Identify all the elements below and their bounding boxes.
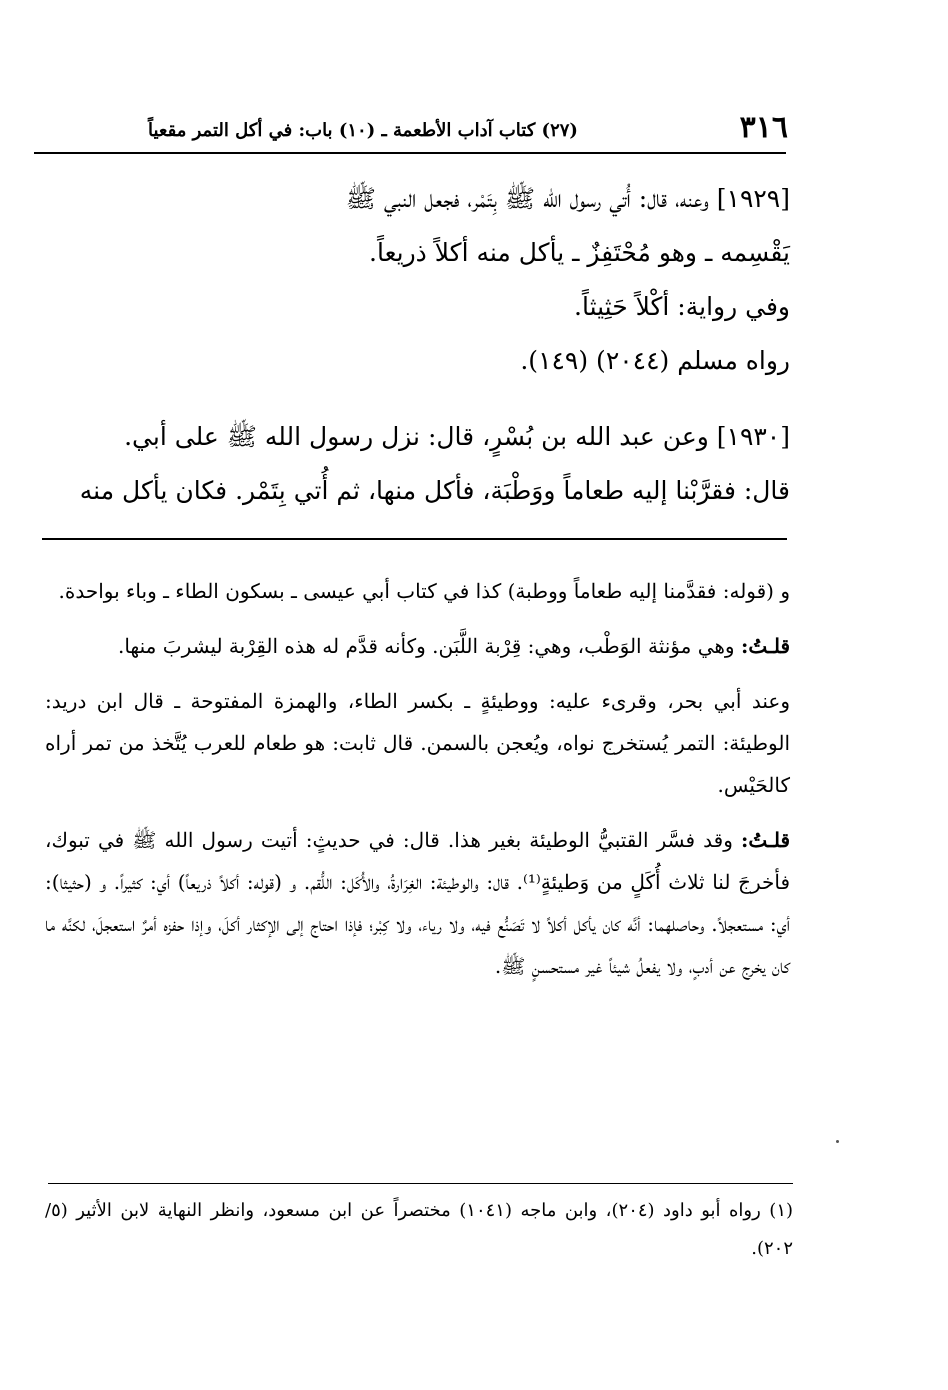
qultu-label: قلـتُ: xyxy=(740,634,790,658)
hadith-1929 xyxy=(40,172,790,388)
commentary-paragraph-3: وعند أبي بحر، وقرىء عليه: ووطيئةٍ ـ بكسر الطاء، والهمزة المفتوحة ـ قال ابن دريد: الوطيئة: التمر يُستخرج نواه، ويُعجن بالسمن. قال ثابت: هو طعام للعرب يُتَّخذ من تمر أراه كالحَيْس. xyxy=(45,689,791,797)
running-title: (٢٧) كتاب آداب الأطعمة ـ (١٠) باب: في أكل التمر مقعياً xyxy=(148,120,578,141)
page-header xyxy=(38,108,788,152)
page-number: ٣١٦ xyxy=(739,110,788,145)
hadith-1929-line-4: رواه مسلم (٢٠٤٤) (١٤٩). xyxy=(520,346,790,375)
hadith-1930-line-1: [١٩٣٠] وعن عبد الله بن بُسْرٍ، قال: نزل رسول الله ﷺ على أبي. xyxy=(124,422,790,451)
hadith-1929-line-2: يَقْسِمه ـ وهو مُحْتَفِزٌ ـ يأكل منه أكلاً ذريعاً. xyxy=(369,238,790,267)
hadith-1929-line-1: [١٩٢٩] وعنه، قال: أُتي رسول الله ﷺ بِتَمْر، فجعل النبي ﷺ xyxy=(345,184,790,213)
commentary-paragraph-2 xyxy=(45,625,790,667)
qultu-label: قلـتُ: xyxy=(740,828,790,852)
header-rule xyxy=(34,152,786,154)
commentary-paragraph-2-text: وهي مؤنثة الوَطْب، وهي: قِرْبة اللَّبَن. وكأنه قدَّم له هذه القِرْبة ليشربَ منها. xyxy=(117,634,735,658)
hadith-1929-line-3: وفي رواية: أكْلاً حَثِيثاً. xyxy=(574,292,790,321)
footnote-rule xyxy=(48,1183,793,1184)
commentary-paragraph-4 xyxy=(45,819,790,987)
commentary-paragraph-1: و (قوله: فقدَّمنا إليه طعاماً ووطبة) كذا في كتاب أبي عيسى ـ بسكون الطاء ـ وباء بواحدة. xyxy=(58,579,790,603)
hadith-1930 xyxy=(40,410,790,518)
footnotes xyxy=(45,1192,793,1268)
scan-speck xyxy=(836,1140,839,1143)
commentary xyxy=(45,570,790,1000)
footnote-1: (١) رواه أبو داود (٢٠٤)، وابن ماجه (١٠٤١) مختصراً عن ابن مسعود، وانظر النهاية لابن الأثير (٥/ ٢٠٢). xyxy=(45,1200,794,1259)
hadith-1930-line-2: قال: فقرَّبْنا إليه طعاماً ووَطْبَة، فأكل منها، ثم أُتي بِتَمْر. فكان يأكل منه xyxy=(79,476,790,505)
commentary-paragraph-4-text: وقد فسَّر القتبيُّ الوطيئة بغير هذا. قال: في حديثٍ: أتيت رسول الله ﷺ في تبوك، فأخرجَ لنا ثلاث أُكَلٍ من وَطيئةٍ⁽¹⁾. قال: والوطيئة: الغِرَارةُ، والأُكَل: اللُّقم. و (قوله: أكلاً ذريعاً) أي: كثيراً. و (حثيثا): أي: مستعجلاً. وحاصلهما: أنَّه كان يأكل أكلاً لا تَصَنُّع فيه، ولا رياء، ولا كِبْر؛ فإذا احتاج إلى الإكثار أكلَ، وإذا حفزه أمرٌ استعجلَ، لكنَّه ما كان يخرج عن أدبٍ، ولا يفعلُ شيئاً غير مستحسنٍ ﷺ. xyxy=(45,828,790,978)
main-text-rule xyxy=(42,538,787,540)
